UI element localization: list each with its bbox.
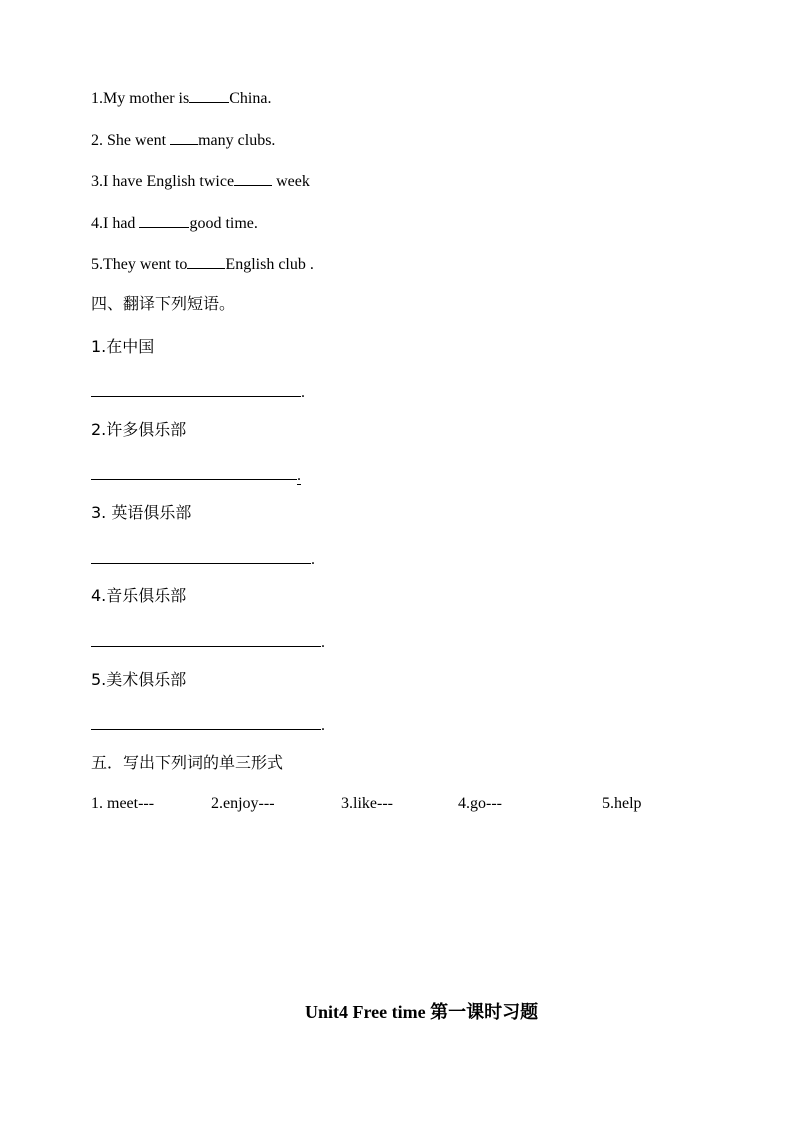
answer-end-mark: . <box>311 551 315 568</box>
word-item-4: 4.go--- <box>458 795 502 812</box>
translate-prompt-5: 5.美术俱乐部 <box>91 670 187 689</box>
third-person-words-row <box>91 794 711 814</box>
fill-blank-text-before: 1.My mother is <box>91 90 190 107</box>
answer-end-mark: . <box>321 634 325 651</box>
fill-blank-text-before: 5.They went to <box>91 256 188 273</box>
fill-blank-text-before: 3.I have English twice <box>91 173 235 190</box>
answer-rule <box>91 630 321 647</box>
translate-prompt-3: 3. 英语俱乐部 <box>91 503 192 522</box>
fill-blank-text-after: week <box>272 173 310 190</box>
answer-end-mark: . <box>301 384 305 401</box>
blank-line <box>170 129 198 145</box>
answer-line-2 <box>91 463 301 486</box>
translate-prompt-4: 4.音乐俱乐部 <box>91 586 187 605</box>
fill-blank-item-3 <box>91 170 310 192</box>
word-item-1: 1. meet--- <box>91 795 155 812</box>
answer-rule <box>91 463 297 480</box>
fill-blank-text-after: many clubs. <box>198 132 276 149</box>
blank-line <box>139 212 189 228</box>
translate-prompt-2: 2.许多俱乐部 <box>91 420 187 439</box>
answer-line-5 <box>91 713 325 736</box>
answer-rule <box>91 713 321 730</box>
blank-line <box>234 170 272 186</box>
fill-blank-item-4 <box>91 212 258 234</box>
fill-blank-text-after: good time. <box>189 215 258 232</box>
blank-line <box>187 253 225 269</box>
word-item-5: 5.help <box>602 795 642 812</box>
answer-end-mark: . <box>297 467 301 484</box>
answer-line-4 <box>91 630 325 653</box>
fill-blank-text-after: China. <box>229 90 272 107</box>
section5-heading: 五．写出下列词的单三形式 <box>91 753 284 772</box>
fill-blank-item-5 <box>91 253 314 275</box>
answer-line-1 <box>91 380 305 403</box>
fill-blank-item-2 <box>91 129 275 151</box>
page-title: Unit4 Free time 第一课时习题 <box>305 1002 539 1022</box>
section4-heading: 四、翻译下列短语。 <box>91 294 236 313</box>
word-item-3: 3.like--- <box>341 795 393 812</box>
translate-prompt-1: 1.在中国 <box>91 337 155 356</box>
answer-line-3 <box>91 547 315 570</box>
answer-rule <box>91 547 311 564</box>
blank-line <box>189 87 229 103</box>
fill-blank-item-1 <box>91 87 271 109</box>
fill-blank-text-before: 4.I had <box>91 215 140 232</box>
answer-rule <box>91 380 301 397</box>
fill-blank-text-before: 2. She went <box>91 132 171 149</box>
answer-end-mark: . <box>321 717 325 734</box>
word-item-2: 2.enjoy--- <box>211 795 275 812</box>
fill-blank-text-after: English club . <box>225 256 314 273</box>
